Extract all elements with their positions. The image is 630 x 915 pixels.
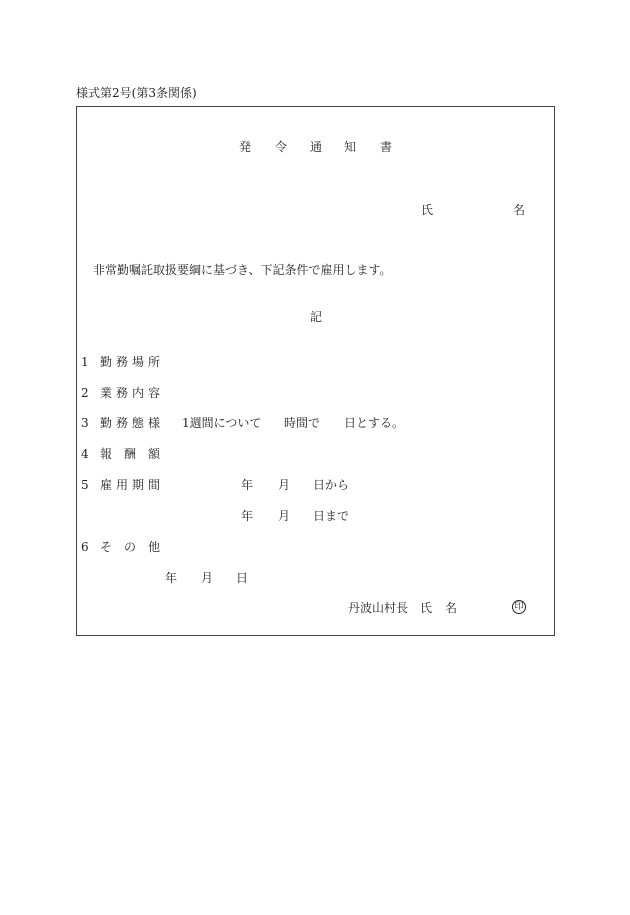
item-label-work-pattern: 勤務態様	[100, 416, 165, 430]
item-number: 2	[81, 386, 89, 400]
notice-form	[76, 106, 555, 636]
period-to-day: 日まで	[313, 509, 350, 523]
item-number: 5	[81, 478, 89, 492]
form-label: 様式第2号(第3条関係)	[76, 86, 197, 100]
item-number: 4	[81, 447, 89, 461]
period-from-month: 月	[278, 478, 291, 492]
seal-icon: 印	[512, 600, 526, 614]
ki-heading: 記	[310, 310, 323, 324]
work-pattern-hours: 時間で	[284, 416, 321, 430]
issue-month: 月	[201, 571, 214, 585]
recipient-shi: 氏	[421, 203, 434, 217]
item-number: 6	[81, 540, 89, 554]
recipient-mei: 名	[513, 203, 526, 217]
title-char: 発	[239, 140, 252, 154]
work-pattern-days: 日とする。	[344, 416, 405, 430]
period-from-year: 年	[241, 478, 254, 492]
mayor-mei: 名	[445, 601, 458, 615]
item-number: 3	[81, 416, 89, 430]
mayor-shi: 氏	[420, 601, 433, 615]
intro-text: 非常勤嘱託取扱要綱に基づき、下記条件で雇用します。	[93, 263, 392, 277]
period-to-month: 月	[278, 509, 291, 523]
item-number: 1	[81, 355, 89, 369]
title-char: 書	[380, 140, 393, 154]
issue-day: 日	[236, 571, 249, 585]
title-char: 通	[310, 140, 323, 154]
work-pattern-per-week: 1週間について	[182, 416, 262, 430]
item-label-job-content: 業務内容	[100, 386, 165, 400]
item-label-compensation: 報 酬 額	[100, 447, 161, 461]
period-from-day: 日から	[313, 478, 350, 492]
item-label-employment-period: 雇用期間	[100, 478, 165, 492]
title-char: 知	[344, 140, 357, 154]
item-label-work-location: 勤務場所	[100, 355, 165, 369]
mayor-title: 丹波山村長	[348, 601, 409, 615]
item-label-other: そ の 他	[100, 540, 161, 554]
title-char: 令	[275, 140, 288, 154]
period-to-year: 年	[241, 509, 254, 523]
issue-year: 年	[165, 571, 178, 585]
